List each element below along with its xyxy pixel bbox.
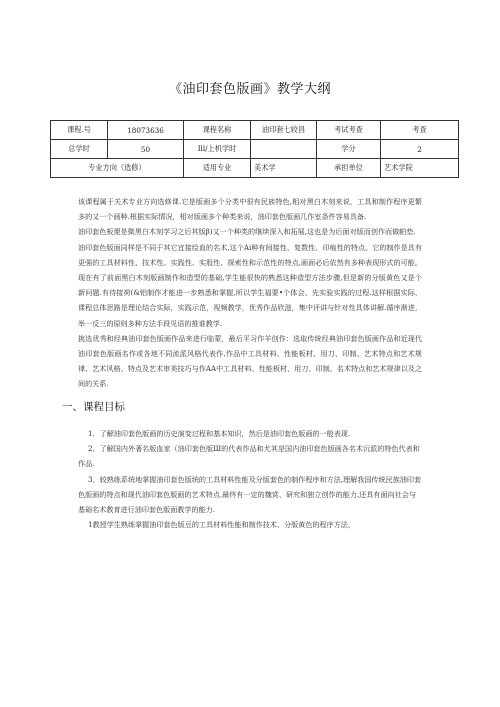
- credits-label: 学分: [317, 140, 381, 159]
- course-description: [78, 194, 422, 392]
- undertaking-unit-value: 艺术学院: [381, 159, 459, 178]
- list-item: 2．了解国内外著名版血家（油印套色版Ш的代表作品和尤其是国内油印套色版画各名术沅派的特色代表和作品.: [78, 444, 420, 469]
- description-paragraph: 油印套色板便是微黑白木刻学习之后其版β)又一个种类的继续深入和拓展,这也是为后面对版而创作而做帕垫.: [78, 227, 416, 237]
- list-item: 1．了解油印套色版画的历史演变过程和基本知识，然后是油印套色版画的一般表现.: [88, 429, 351, 438]
- course-code-label: 课程.号: [51, 121, 108, 140]
- course-info-table: [50, 120, 459, 178]
- lab-hours-value: [251, 140, 317, 159]
- table-row: [51, 140, 459, 159]
- list-item: 1教授学生熟练掌握油印套色版豆的工具材料性能和制作技术、分版黄色的程序方法，: [88, 520, 355, 530]
- table-row: [51, 121, 459, 140]
- direction-label: 专业方向（选修）: [51, 159, 184, 178]
- description-paragraph: 挑选优秀和经典油印套色版画作品来进行临蒙，最后平习作羊创作：选取传统经典油印套色版画作品和近现代油印套色版画名作或各地不同流派风格代表作,作品中工具材料、性能板材、用刀、印制、艺术特点和艺术规律、艺术风格、特点及艺术审美技巧与作AA中工具材料、性能板材、用刀、印制、名术特点和艺术规律以及之间的关系.: [78, 333, 422, 389]
- description-paragraph: 该课程属于关术专业方向选修课.它是版画多个分类中很有民族特色,相对黑白木刻来说，工具和制作程序更繁多的又一个画种.根据实际情况，相对版画多个种类来说，油印套色版画几作室条件容易具备.: [78, 197, 422, 222]
- applicable-major-value: 美术学: [251, 159, 317, 178]
- total-hours-value: 50: [108, 140, 184, 159]
- document-title: 《油印套色版画》教学大纲: [168, 82, 331, 97]
- list-item: 3．较熟练系统地掌握油印套色版统的工具材料性能及分版套色的制作程序和方法,理解我国传统民族油印套色版画的特点和现代油印套色版画的艺术特点.最终有一定的魏赏、研究和独立创作的能力,还具有面向社会与基础名术教育进行油印套色版面教学的能力.: [78, 474, 422, 515]
- course-code-value: 18073636: [108, 121, 184, 140]
- credits-value: 2: [381, 140, 459, 159]
- course-name-label: 课程名称: [184, 121, 251, 140]
- exam-type-value: 考查: [381, 121, 459, 140]
- lab-hours-label: Ill/上机学时: [184, 140, 251, 159]
- section-heading-course-goals: 一、课程目标: [62, 401, 125, 413]
- undertaking-unit-label: 承担单位: [317, 159, 381, 178]
- table-row: [51, 159, 459, 178]
- total-hours-label: 总学时: [51, 140, 108, 159]
- course-goals-list: [78, 426, 422, 532]
- description-paragraph: 油印套色版面同样是不同于其它宜接绘血的名术,这个Ai种有间接性、复数性、印痕性的特点。它的制作是具有更强的工具材料性、技术性、实践性、实股性、探索性和示范性的特点,画面必后依然有多种表现形式的可能。现在有了前面黑白木刻版画制作和造型的基础,学生能很快的熟悉这种造型方法步骤,但是新的分版黄色又是个新问题.有待接荷(&铝制作才能进一步熟悉和掌握,所以学生福要•个体会、先实验实践的过程.这样根据实际，课程总体思路是理论结合实际，实践示范，视频教学，优秀作品欣滋，集中评讲与针对性具体讲解.循序渐进，举一反三的原则多种方法手段见语的推谁教学.: [78, 242, 422, 328]
- applicable-major-label: 适用专业: [184, 159, 251, 178]
- course-name-value: 油印套七较昌: [251, 121, 317, 140]
- exam-type-label: 考试考查: [317, 121, 381, 140]
